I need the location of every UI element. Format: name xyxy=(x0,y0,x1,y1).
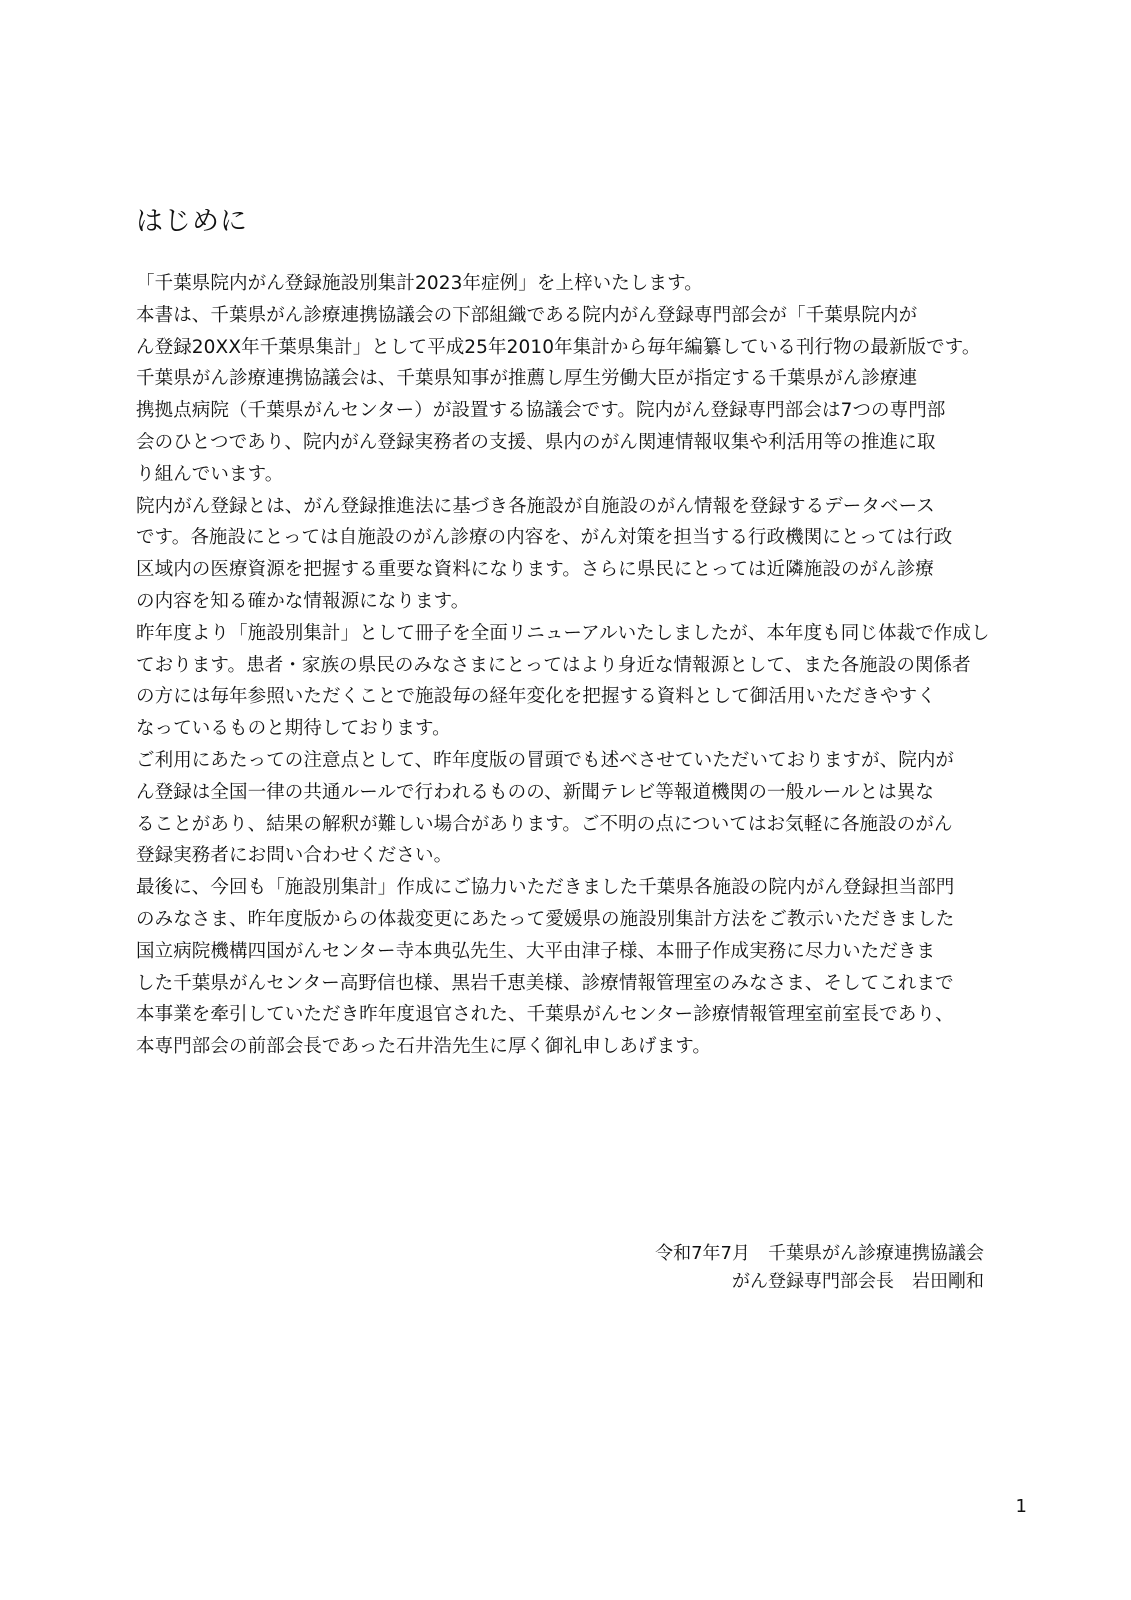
paragraph-line: した千葉県がんセンター高野信也様、黒岩千恵美様、診療情報管理室のみなさま、そしてこれまで xyxy=(136,972,954,994)
signature-author: がん登録専門部会長 岩田剛和 xyxy=(732,1271,984,1292)
page-title: はじめに xyxy=(136,206,248,237)
paragraph-line: 登録実務者にお問い合わせください。 xyxy=(136,845,453,867)
paragraph-line: 千葉県がん診療連携協議会は、千葉県知事が推薦し厚生労働大臣が指定する千葉県がん診療連 xyxy=(136,368,918,390)
paragraph-line: 携拠点病院（千葉県がんセンター）が設置する協議会です。院内がん登録専門部会は7つの専門部 xyxy=(136,400,946,422)
paragraph-line: ん登録20XX年千葉県集計」として平成25年2010年集計から毎年編纂している刊行物の最新版です。 xyxy=(136,336,981,358)
paragraph-line: 本専門部会の前部会長であった石井浩先生に厚く御礼申しあげます。 xyxy=(136,1036,711,1058)
signature-block xyxy=(655,1240,984,1296)
paragraph-line: ることがあり、結果の解釈が難しい場合があります。ご不明の点についてはお気軽に各施設のがん xyxy=(136,813,953,835)
signature-date-organization: 令和7年7月 千葉県がん診療連携協議会 xyxy=(655,1243,984,1264)
body-text xyxy=(136,268,1006,1063)
paragraph-line: 院内がん登録とは、がん登録推進法に基づき各施設が自施設のがん情報を登録するデータベース xyxy=(136,495,935,517)
paragraph-line: なっているものと期待しております。 xyxy=(136,718,451,740)
paragraph-line: 国立病院機構四国がんセンター寺本典弘先生、大平由津子様、本冊子作成実務に尽力いただきま xyxy=(136,940,936,962)
paragraph-line: の内容を知る確かな情報源になります。 xyxy=(136,590,470,612)
paragraph-line: のみなさま、昨年度版からの体裁変更にあたって愛媛県の施設別集計方法をご教示いただきました xyxy=(136,908,955,930)
paragraph-line: 最後に、今回も「施設別集計」作成にご協力いただきました千葉県各施設の院内がん登録担当部門 xyxy=(136,877,955,899)
paragraph-line: 会のひとつであり、院内がん登録実務者の支援、県内のがん関連情報収集や利活用等の推進に取 xyxy=(136,431,936,453)
paragraph-line: です。各施設にとっては自施設のがん診療の内容を、がん対策を担当する行政機関にとっては行政 xyxy=(136,527,953,549)
paragraph-line: 本書は、千葉県がん診療連携協議会の下部組織である院内がん登録専門部会が「千葉県院内が xyxy=(136,304,918,326)
paragraph-line: 「千葉県院内がん登録施設別集計2023年症例」を上梓いたします。 xyxy=(136,273,703,294)
paragraph-line: ております。患者・家族の県民のみなさまにとってはより身近な情報源として、また各施設の関係者 xyxy=(136,654,971,676)
paragraph-line: 本事業を牽引していただき昨年度退官された、千葉県がんセンター診療情報管理室前室長であり、 xyxy=(136,1004,954,1026)
paragraph-line: ん登録は全国一律の共通ルールで行われるものの、新聞テレビ等報道機関の一般ルールとは異な xyxy=(136,781,934,803)
paragraph-line: 区域内の医療資源を把握する重要な資料になります。さらに県民にとっては近隣施設のがん診療 xyxy=(136,559,934,581)
paragraph-line: の方には毎年参照いただくことで施設毎の経年変化を把握する資料として御活用いただきやすく xyxy=(136,686,936,708)
page-number: 1 xyxy=(1015,1496,1027,1517)
paragraph-line: ご利用にあたっての注意点として、昨年度版の冒頭でも述べさせていただいておりますが、院内が xyxy=(136,749,955,771)
paragraph-line: 昨年度より「施設別集計」として冊子を全面リニューアルいたしましたが、本年度も同じ体裁で作成し xyxy=(136,622,990,644)
paragraph-line: り組んでいます。 xyxy=(136,463,284,485)
